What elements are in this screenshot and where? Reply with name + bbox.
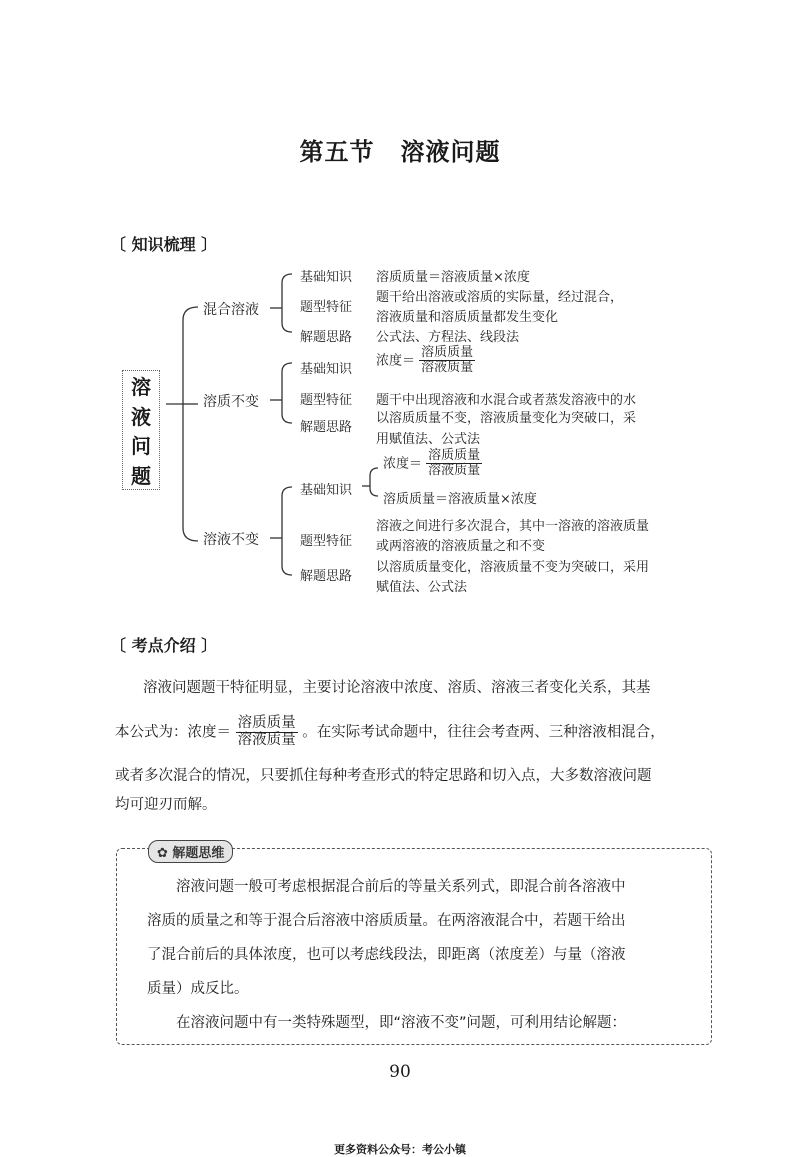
root-node: 溶 液 问 题 — [122, 370, 160, 490]
tips-tag: ✿ 解题思维 — [148, 840, 233, 863]
branch2-formula: 浓度＝ $\frac{\text{溶质质量}}{\text{溶液质量}}$ — [376, 345, 474, 376]
branch1-label-basics: 基础知识 — [300, 270, 353, 285]
branch1-label-features: 题型特征 — [300, 300, 353, 315]
branch3-label-approach: 解题思路 — [300, 569, 353, 584]
branch1-label-approach: 解题思路 — [300, 330, 353, 345]
page-title: 第五节 溶液问题 — [299, 138, 501, 166]
page-number: 90 — [389, 1062, 411, 1082]
branch-mixed-solution: 混合溶液 — [203, 302, 259, 318]
tips-line2: 溶质的质量之和等于混合后溶液中溶质质量。在两溶液混合中，若题干给出 — [147, 913, 626, 929]
branch1-content-features-1: 题干给出溶液或溶质的实际量，经过混合， — [376, 290, 624, 305]
exam-para-line3: 或者多次混合的情况，只要抓住每种考查形式的特定思路和切入点，大多数溶液问题 — [115, 768, 652, 784]
tips-line5: 在溶液问题中有一类特殊题型，即“溶液不变”问题，可利用结论解题： — [176, 1015, 627, 1031]
branch2-label-approach: 解题思路 — [300, 420, 353, 435]
footer-note: 更多资料公众号：考公小镇 — [334, 1143, 466, 1156]
branch3-label-features: 题型特征 — [300, 534, 353, 549]
branch3-content-approach-1: 以溶质质量变化，溶液质量不变为突破口，采用 — [376, 560, 650, 575]
branch3-content-approach-2: 赋值法、公式法 — [376, 580, 468, 595]
branch3-content-features-2: 或两溶液的溶液质量之和不变 — [376, 539, 546, 554]
branch1-content-features-2: 溶液质量和溶质质量都发生变化 — [376, 310, 559, 325]
branch3-formula-1: 浓度＝ $\frac{\text{溶质质量}}{\text{溶液质量}}$ — [383, 448, 481, 479]
branch2-label-features: 题型特征 — [300, 393, 353, 408]
branch2-label-basics: 基础知识 — [300, 362, 353, 377]
tips-line4: 质量）成反比。 — [147, 981, 249, 997]
branch-solution-constant: 溶液不变 — [203, 532, 259, 548]
tips-line1: 溶液问题一般可考虑根据混合前后的等量关系列式，即混合前各溶液中 — [176, 879, 626, 895]
branch-solute-constant: 溶质不变 — [203, 394, 259, 410]
tips-line3: 了混合前后的具体浓度，也可以考虑线段法，即距离（浓度差）与量（溶液 — [147, 947, 626, 963]
exam-para-line1: 溶液问题题干特征明显，主要讨论溶液中浓度、溶质、溶液三者变化关系，其基 — [143, 680, 651, 696]
branch1-content-approach: 公式法、方程法、线段法 — [376, 330, 520, 345]
branch2-content-approach-2: 用赋值法、公式法 — [376, 432, 481, 447]
knowledge-heading: 〔 知识梳理 〕 — [110, 235, 218, 254]
exam-para-line4: 均可迎刃而解。 — [115, 797, 217, 813]
branch2-content-approach-1: 以溶质质量不变，溶液质量变化为突破口，采 — [376, 411, 637, 426]
branch1-content-basics: 溶质质量＝溶液质量×浓度 — [376, 270, 530, 285]
branch3-formula-2: 溶质质量＝溶液质量×浓度 — [383, 492, 537, 507]
exam-para-line2: 本公式为：浓度＝ $\frac{\text{溶质质量}}{\text{溶液质量}}$ 。在实际考试命题中，往往会考查两、三种溶液相混合， — [115, 715, 665, 748]
branch2-content-features: 题干中出现溶液和水混合或者蒸发溶液中的水 — [376, 393, 637, 408]
branch3-label-basics: 基础知识 — [300, 483, 353, 498]
exam-heading: 〔 考点介绍 〕 — [110, 636, 218, 655]
branch3-content-features-1: 溶液之间进行多次混合，其中一溶液的溶液质量 — [376, 519, 650, 534]
